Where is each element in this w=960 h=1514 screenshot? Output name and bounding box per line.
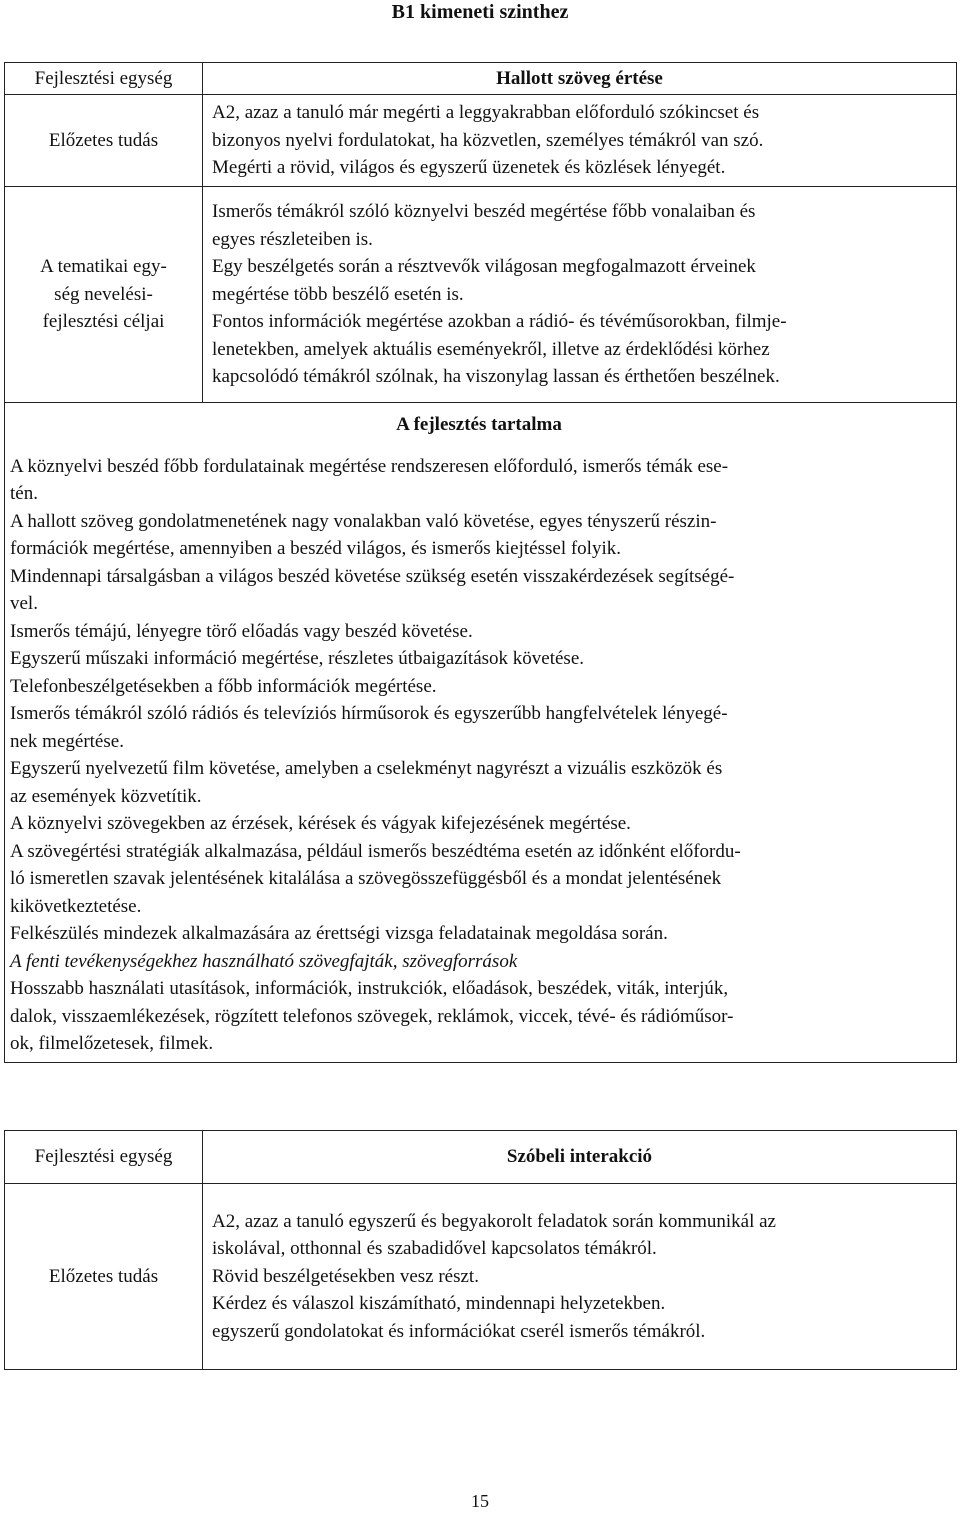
- text-sources-line: dalok, visszaemlékezések, rögzített telefonos szövegek, reklámok, viccek, tévé- és rádióműsor-: [10, 1005, 734, 1027]
- content-line: vel.: [10, 593, 38, 614]
- prior-knowledge-line: Kérdez és válaszol kiszámítható, mindennapi helyzetekben.: [212, 1293, 666, 1315]
- prior-knowledge-line: Megérti a rövid, világos és egyszerű üzenetek és közlések lényegét.: [212, 157, 726, 179]
- listening-comprehension-table: [4, 62, 957, 1063]
- development-unit-label: Fejlesztési egység: [34, 1146, 173, 1168]
- prior-knowledge-text: [203, 95, 957, 187]
- thematic-goals-line: Egy beszélgetés során a résztvevők világosan megfogalmazott érveinek: [212, 256, 756, 278]
- content-line: Ismerős témákról szóló rádiós és televíziós hírműsorok és egyszerűbb hangfelvételek lényegé-: [10, 703, 728, 724]
- content-line: formációk megértése, amennyiben a beszéd világos, és ismerős kiejtéssel folyik.: [10, 538, 621, 559]
- prior-knowledge-line: iskolával, otthonnal és szabadidővel kapcsolatos témákról.: [212, 1238, 657, 1260]
- development-unit-name-cell: [203, 63, 957, 95]
- development-content-title: A fejlesztés tartalma: [396, 414, 562, 435]
- prior-knowledge-line: A2, azaz a tanuló már megérti a leggyakrabban előforduló szókincset és: [212, 102, 760, 124]
- thematic-goals-line: Ismerős témákról szóló köznyelvi beszéd megértése főbb vonalaiban és: [212, 201, 756, 223]
- thematic-goals-text: [203, 187, 957, 403]
- content-line: kikövetkeztetése.: [10, 895, 142, 917]
- page-number: 15: [471, 1491, 489, 1511]
- text-sources-title: A fenti tevékenységekhez használható szövegfajták, szövegforrások: [10, 950, 518, 972]
- text-sources-line: ok, filmelőzetesek, filmek.: [10, 1033, 214, 1054]
- prior-knowledge-line: bizonyos nyelvi fordulatokat, ha közvetlen, személyes témákról van szó.: [212, 129, 764, 151]
- content-line: Ismerős témájú, lényegre törő előadás vagy beszéd követése.: [10, 620, 473, 642]
- content-line: A köznyelvi szövegekben az érzések, kérések és vágyak kifejezésének megértése.: [10, 813, 631, 834]
- thematic-goals-line: lenetekben, amelyek aktuális eseményekről, illetve az érdeklődési körhez: [212, 338, 770, 360]
- document-title: B1 kimeneti szinthez: [391, 1, 569, 23]
- development-unit-name: Hallott szöveg értése: [496, 67, 663, 89]
- thematic-goals-label-line: A tematikai egy-: [40, 256, 167, 278]
- thematic-goals-label-line: ség nevelési-: [54, 283, 153, 305]
- development-content-cell: [5, 403, 957, 1063]
- content-line: Egyszerű nyelvezetű film követése, amelyben a cselekményt nagyrészt a vizuális eszközök és: [10, 758, 723, 779]
- content-line: A köznyelvi beszéd főbb fordulatainak megértése rendszeresen előforduló, ismerős témák ese-: [10, 455, 729, 477]
- thematic-goals-line: kapcsolódó témákról szólnak, ha viszonylag lassan és érthetően beszélnek.: [212, 366, 780, 388]
- thematic-goals-line: megértése több beszélő esetén is.: [212, 283, 464, 305]
- thematic-goals-label-line: fejlesztési céljai: [42, 311, 165, 333]
- content-line: Mindennapi társalgásban a világos beszéd követése szükség esetén visszakérdezések segítségé-: [10, 565, 735, 587]
- content-line: Egyszerű műszaki információ megértése, részletes útbaigazítások követése.: [10, 648, 584, 669]
- prior-knowledge-label: Előzetes tudás: [48, 1265, 159, 1287]
- content-line: Felkészülés mindezek alkalmazására az érettségi vizsga feladatainak megoldása során.: [10, 923, 668, 944]
- prior-knowledge-label-cell: [5, 95, 203, 187]
- thematic-goals-label-cell: [5, 187, 203, 403]
- content-line: Telefonbeszélgetésekben a főbb információk megértése.: [10, 675, 437, 697]
- content-line: tén.: [10, 483, 38, 504]
- content-line: ló ismeretlen szavak jelentésének kitalálása a szövegösszefüggésből és a mondat jelentésének: [10, 868, 722, 889]
- prior-knowledge-label: Előzetes tudás: [48, 129, 159, 151]
- development-unit-label-cell: [5, 63, 203, 95]
- development-unit-name-cell: [203, 1131, 957, 1184]
- prior-knowledge-line: A2, azaz a tanuló egyszerű és begyakorolt feladatok során kommunikál az: [212, 1210, 776, 1232]
- prior-knowledge-line: egyszerű gondolatokat és információkat cserél ismerős témákról.: [212, 1320, 706, 1342]
- thematic-goals-line: Fontos információk megértése azokban a rádió- és tévéműsorokban, filmje-: [212, 311, 787, 333]
- development-unit-label: Fejlesztési egység: [34, 67, 173, 89]
- content-line: nek megértése.: [10, 730, 124, 752]
- thematic-goals-line: egyes részleteiben is.: [212, 228, 373, 250]
- prior-knowledge-label-cell: [5, 1184, 203, 1370]
- development-unit-name: Szóbeli interakció: [506, 1146, 653, 1168]
- oral-interaction-table: [4, 1130, 957, 1370]
- prior-knowledge-line: Rövid beszélgetésekben vesz részt.: [212, 1265, 479, 1287]
- content-line: A szövegértési stratégiák alkalmazása, például ismerős beszédtéma esetén az időnként előfordu-: [10, 840, 741, 862]
- content-line: az események közvetítik.: [10, 785, 202, 807]
- content-line: A hallott szöveg gondolatmenetének nagy vonalakban való követése, egyes tényszerű részin-: [10, 510, 717, 532]
- prior-knowledge-text: [203, 1184, 957, 1370]
- text-sources-line: Hosszabb használati utasítások, információk, instrukciók, előadások, beszédek, viták, interjúk,: [10, 978, 729, 999]
- development-unit-label-cell: [5, 1131, 203, 1184]
